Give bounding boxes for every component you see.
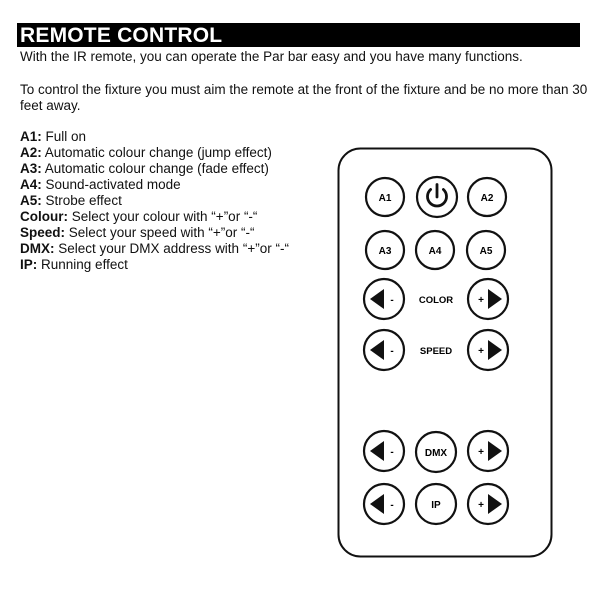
legend-row-colour bbox=[20, 209, 289, 225]
legend-key: A2: bbox=[20, 145, 42, 160]
legend-key: A4: bbox=[20, 177, 42, 192]
svg-text:-: - bbox=[390, 500, 394, 511]
function-legend bbox=[20, 129, 289, 273]
legend-row-speed bbox=[20, 225, 289, 241]
svg-text:A3: A3 bbox=[378, 246, 392, 257]
legend-desc: Select your speed with “+”or “-“ bbox=[65, 225, 255, 240]
legend-key: Speed: bbox=[20, 225, 66, 240]
svg-text:DMX: DMX bbox=[424, 448, 448, 459]
legend-key: A5: bbox=[20, 193, 42, 208]
svg-text:-: - bbox=[390, 346, 394, 357]
colour-label: COLOR bbox=[418, 295, 454, 306]
legend-key: DMX: bbox=[20, 241, 55, 256]
dmx-plus-button[interactable] bbox=[468, 431, 508, 471]
ir-remote-illustration bbox=[337, 147, 553, 558]
svg-text:IP: IP bbox=[431, 500, 441, 511]
a3-button[interactable] bbox=[366, 231, 404, 269]
legend-key: A3: bbox=[20, 161, 42, 176]
legend-key: Colour: bbox=[20, 209, 68, 224]
remote-svg bbox=[337, 147, 553, 558]
legend-desc: Running effect bbox=[37, 257, 128, 272]
legend-key: A1: bbox=[20, 129, 42, 144]
speed-plus-button[interactable] bbox=[468, 330, 508, 370]
a4-button[interactable] bbox=[416, 231, 454, 269]
svg-text:+: + bbox=[478, 447, 484, 458]
intro-paragraph-2: To control the fixture you must aim the remote at the front of the fixture and be no more than 30 feet away. bbox=[20, 82, 588, 113]
a5-button[interactable] bbox=[467, 231, 505, 269]
legend-row-ip bbox=[20, 257, 289, 273]
legend-desc: Full on bbox=[41, 129, 87, 144]
ip-button[interactable] bbox=[416, 484, 456, 524]
section-title: REMOTE CONTROL bbox=[17, 23, 580, 47]
legend-desc: Select your DMX address with “+”or “-“ bbox=[54, 241, 289, 256]
legend-row-a1 bbox=[20, 129, 289, 145]
ip-minus-button[interactable] bbox=[364, 484, 404, 524]
svg-text:+: + bbox=[478, 346, 484, 357]
legend-desc: Strobe effect bbox=[41, 193, 122, 208]
legend-key: IP: bbox=[20, 257, 38, 272]
legend-row-dmx bbox=[20, 241, 289, 257]
speed-label: SPEED bbox=[419, 346, 453, 357]
svg-text:+: + bbox=[478, 500, 484, 511]
legend-desc: Automatic colour change (fade effect) bbox=[41, 161, 269, 176]
svg-text:-: - bbox=[390, 447, 394, 458]
svg-text:-: - bbox=[390, 295, 394, 306]
svg-text:+: + bbox=[478, 295, 484, 306]
colour-minus-button[interactable] bbox=[364, 279, 404, 319]
speed-minus-button[interactable] bbox=[364, 330, 404, 370]
legend-desc: Sound-activated mode bbox=[41, 177, 181, 192]
a1-button[interactable] bbox=[366, 178, 404, 216]
legend-row-a4 bbox=[20, 177, 289, 193]
svg-text:A2: A2 bbox=[480, 193, 494, 204]
svg-text:A5: A5 bbox=[479, 246, 493, 257]
power-button[interactable] bbox=[417, 177, 457, 217]
svg-text:A4: A4 bbox=[428, 246, 442, 257]
a2-button[interactable] bbox=[468, 178, 506, 216]
legend-desc: Select your colour with “+”or “-“ bbox=[68, 209, 258, 224]
ip-plus-button[interactable] bbox=[468, 484, 508, 524]
legend-desc: Automatic colour change (jump effect) bbox=[41, 145, 272, 160]
dmx-button[interactable] bbox=[416, 432, 456, 472]
svg-text:A1: A1 bbox=[378, 193, 392, 204]
colour-plus-button[interactable] bbox=[468, 279, 508, 319]
dmx-minus-button[interactable] bbox=[364, 431, 404, 471]
legend-row-a3 bbox=[20, 161, 289, 177]
intro-paragraph-1: With the IR remote, you can operate the Par bar easy and you have many functions. bbox=[20, 49, 523, 64]
legend-row-a5 bbox=[20, 193, 289, 209]
legend-row-a2 bbox=[20, 145, 289, 161]
